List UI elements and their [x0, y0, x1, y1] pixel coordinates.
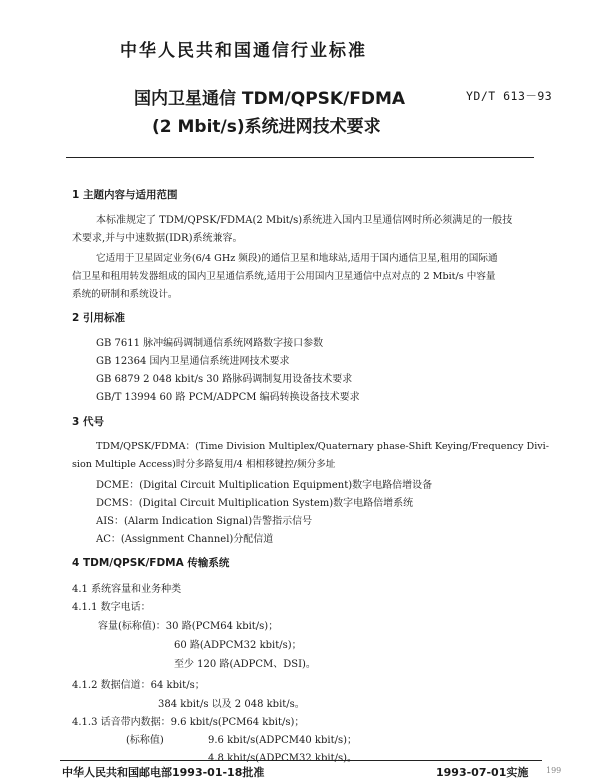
section-2-heading: 2 引用标准 [72, 312, 125, 324]
abbreviation-item: DCME：(Digital Circuit Multiplication Equipment)数字电路倍增设备 [96, 480, 433, 491]
section-3-heading: 3 代号 [72, 416, 104, 428]
reference-item: GB 7611 脉冲编码调制通信系统网路数字接口参数 [96, 338, 324, 349]
reference-item: GB 6879 2 048 kbit/s 30 路脉码调制复用设备技术要求 [96, 374, 353, 385]
abbreviation-item: AC：(Assignment Channel)分配信道 [96, 534, 274, 545]
document-title-line2: (2 Mbit/s)系统进网技术要求 [152, 117, 381, 137]
effective-date: 1993-07-01实施 [436, 766, 529, 779]
nominal-value-label: (标称值) [126, 735, 164, 746]
reference-item: GB/T 13994 60 路 PCM/ADPCM 编码转换设备技术要求 [96, 392, 360, 403]
footer-divider [60, 760, 542, 761]
capacity-line: 至少 120 路(ADPCM、DSI)。 [174, 659, 316, 670]
data-channel-line: 384 kbit/s 以及 2 048 kbit/s。 [158, 699, 305, 710]
document-number: YD/T 613－93 [466, 89, 553, 103]
abbreviation-item: sion Multiple Access)时分多路复用/4 相相移键控/频分多址 [72, 459, 336, 470]
section-1-text: 本标准规定了 TDM/QPSK/FDMA(2 Mbit/s)系统进入国内卫星通信网时所必须满足的一般技 [96, 215, 513, 226]
subsection-4-1-3: 4.1.3 话音带内数据：9.6 kbit/s(PCM64 kbit/s)； [72, 717, 305, 728]
section-4-heading: 4 TDM/QPSK/FDMA 传输系统 [72, 557, 230, 569]
abbreviation-item: DCMS：(Digital Circuit Multiplication System)数字电路倍增系统 [96, 498, 414, 509]
header-divider [66, 157, 534, 158]
capacity-line: 容量(标称值)：30 路(PCM64 kbit/s)； [98, 621, 279, 632]
approval-line: 中华人民共和国邮电部1993-01-18批准 [62, 766, 265, 779]
capacity-line: 60 路(ADPCM32 kbit/s)； [174, 640, 302, 651]
voiceband-data-line: 9.6 kbit/s(ADPCM40 kbit/s)； [208, 735, 358, 746]
abbreviation-item: AIS：(Alarm Indication Signal)告警指示信号 [96, 516, 313, 527]
section-1-text: 信卫星和租用转发器组成的国内卫星通信系统,适用于公用国内卫星通信中点对点的 2 Mbit/s 中容量 [72, 271, 496, 282]
section-1-text: 术要求,并与中速数据(IDR)系统兼容。 [72, 233, 243, 244]
subsection-4-1: 4.1 系统容量和业务种类 [72, 584, 182, 595]
subsection-4-1-2: 4.1.2 数据信道：64 kbit/s； [72, 680, 205, 691]
standard-org-title: 中华人民共和国通信行业标准 [120, 41, 367, 61]
section-1-heading: 1 主题内容与适用范围 [72, 189, 178, 201]
abbreviation-item: TDM/QPSK/FDMA：(Time Division Multiplex/Quaternary phase-Shift Keying/Frequency Divi- [96, 441, 549, 452]
section-1-text: 它适用于卫星固定业务(6/4 GHz 频段)的通信卫星和地球站,适用于国内通信卫星,租用的国际通 [96, 253, 498, 264]
document-title-line1: 国内卫星通信 TDM/QPSK/FDMA [134, 89, 406, 109]
section-1-text: 系统的研制和系统设计。 [72, 289, 178, 300]
reference-item: GB 12364 国内卫星通信系统进网技术要求 [96, 356, 290, 367]
subsection-4-1-1: 4.1.1 数字电话： [72, 602, 151, 613]
page-number: 199 [546, 766, 562, 775]
voiceband-data-line: 4.8 kbit/s(ADPCM32 kbit/s)。 [208, 753, 358, 764]
